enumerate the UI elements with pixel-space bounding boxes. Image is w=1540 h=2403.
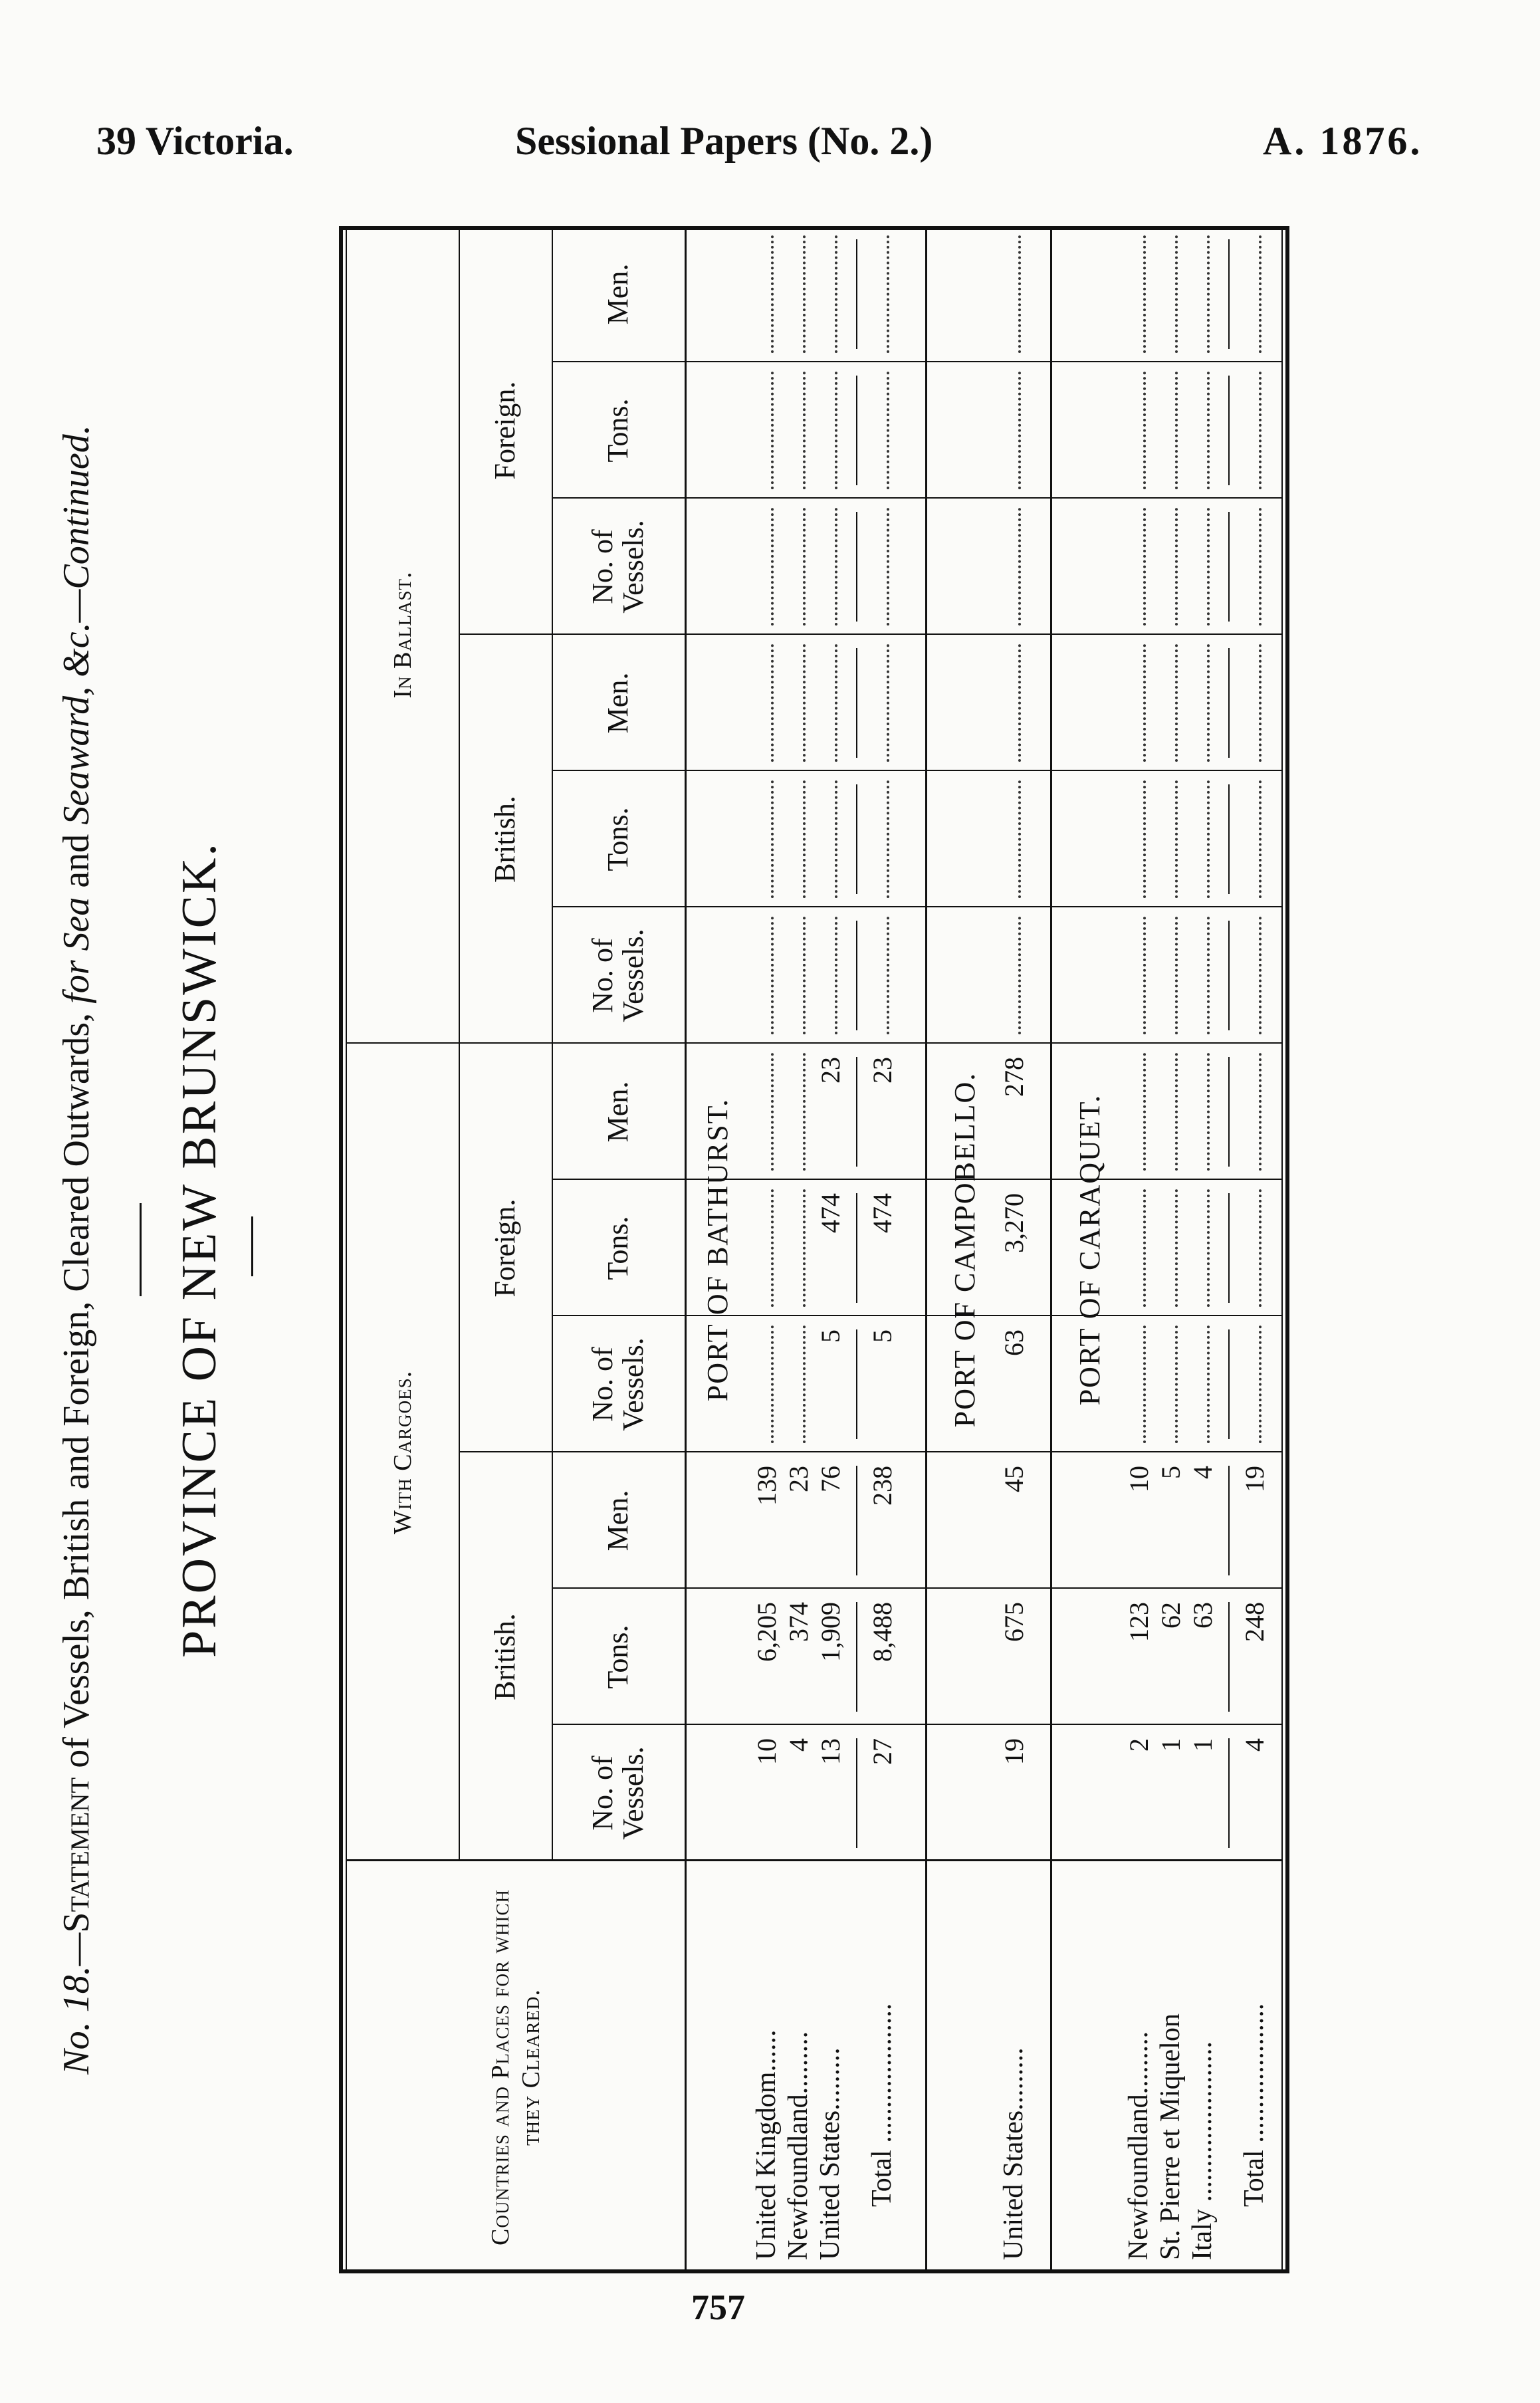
- men-header: Men.: [602, 263, 634, 325]
- country-name: Italy .......................: [1187, 2041, 1218, 2260]
- total-label: Total ....................: [867, 2003, 897, 2207]
- country-name: United Kingdom......: [751, 2029, 782, 2260]
- empty-leader: [771, 644, 774, 762]
- total-rule: [1228, 1738, 1230, 1848]
- total-f-vessels: 5: [867, 1329, 897, 1343]
- b-men-value: 76: [816, 1466, 845, 1492]
- total-rule: [1228, 1602, 1230, 1712]
- empty-leader: [1175, 780, 1178, 898]
- statement-text: of Vessels, British and Foreign, Cleared Outwards,: [56, 1003, 97, 1777]
- total-b-tons: 8,488: [867, 1602, 897, 1662]
- frame-top: [339, 226, 343, 2273]
- vessels-table: [339, 226, 1289, 2273]
- b-tons-value: 123: [1124, 1602, 1154, 1642]
- british-header: British.: [489, 1613, 521, 1700]
- empty-leader: [771, 1325, 774, 1443]
- empty-leader: [1207, 372, 1210, 489]
- empty-leader: [835, 780, 837, 898]
- empty-leader: [1175, 1053, 1178, 1171]
- total-b-vessels: 4: [1240, 1738, 1269, 1752]
- empty-leader: [1018, 780, 1021, 898]
- empty-leader: [1143, 372, 1146, 489]
- empty-leader: [803, 1053, 806, 1171]
- total-rule: [856, 921, 857, 1030]
- empty-leader: [1018, 644, 1021, 762]
- countries-header: Countries and Places for which they Cleared.: [487, 1889, 545, 2245]
- empty-leader: [771, 372, 774, 489]
- total-b-men: 238: [867, 1466, 897, 1506]
- empty-leader: [803, 644, 806, 762]
- f-tons-value: 474: [816, 1193, 845, 1233]
- empty-leader: [1018, 372, 1021, 489]
- total-rule: [1228, 239, 1230, 349]
- statement-title: [40, 226, 113, 2273]
- empty-leader: [1259, 917, 1262, 1034]
- tons-header: Tons.: [602, 1625, 634, 1689]
- b-tons-value: 374: [784, 1602, 814, 1642]
- b-vessels-value: 1: [1156, 1738, 1186, 1752]
- empty-leader: [771, 508, 774, 626]
- total-rule: [1228, 512, 1230, 622]
- empty-leader: [1259, 780, 1262, 898]
- empty-leader: [1207, 1325, 1210, 1443]
- province-title: PROVINCE OF NEW BRUNSWICK.: [172, 842, 227, 1658]
- total-b-vessels: 27: [867, 1738, 897, 1765]
- total-b-men: 19: [1240, 1466, 1269, 1492]
- header-bottom-rule: [685, 226, 687, 2273]
- empty-leader: [803, 508, 806, 626]
- statement-italic: for Sea: [56, 897, 97, 1004]
- total-b-tons: 248: [1240, 1602, 1269, 1642]
- empty-leader: [1207, 780, 1210, 898]
- empty-leader: [1143, 235, 1146, 353]
- b-men-value: 45: [999, 1466, 1029, 1492]
- no-vessels-header: No. of Vessels.: [586, 1337, 649, 1431]
- empty-leader: [1143, 508, 1146, 626]
- empty-leader: [1018, 235, 1021, 353]
- empty-leader: [887, 372, 889, 489]
- empty-leader: [887, 508, 889, 626]
- country-name: Newfoundland.........: [783, 2031, 814, 2260]
- empty-leader: [1259, 644, 1262, 762]
- total-rule: [856, 239, 857, 349]
- total-rule: [856, 512, 857, 622]
- empty-leader: [1207, 1053, 1210, 1171]
- rotated-page-content: [40, 226, 1303, 2273]
- tons-header: Tons.: [602, 807, 634, 871]
- empty-leader: [1143, 1189, 1146, 1307]
- men-header: Men.: [602, 672, 634, 734]
- country-name: Newfoundland.........: [1123, 2031, 1154, 2260]
- b-vessels-value: 1: [1188, 1738, 1218, 1752]
- port-separator-rule: [1050, 226, 1052, 2273]
- total-rule: [856, 1057, 857, 1167]
- statement-prefix: No. 18.—: [56, 1932, 97, 2075]
- tons-header: Tons.: [602, 1216, 634, 1280]
- country-name: United States.........: [815, 2047, 845, 2260]
- empty-leader: [1207, 508, 1210, 626]
- port-separator-rule: [925, 226, 927, 2273]
- b-tons-value: 62: [1156, 1602, 1186, 1629]
- country-name: St. Pierre et Miquelon: [1155, 2013, 1186, 2260]
- empty-leader: [1259, 1053, 1262, 1171]
- men-header: Men.: [602, 1490, 634, 1551]
- b-tons-value: 6,205: [752, 1602, 782, 1662]
- empty-leader: [1259, 372, 1262, 489]
- total-rule: [1228, 1466, 1230, 1575]
- empty-leader: [1207, 1189, 1210, 1307]
- empty-leader: [771, 780, 774, 898]
- empty-leader: [1207, 235, 1210, 353]
- empty-leader: [1143, 780, 1146, 898]
- b-vessels-value: 19: [999, 1738, 1029, 1765]
- empty-leader: [1175, 917, 1178, 1034]
- empty-leader: [887, 917, 889, 1034]
- total-rule: [856, 1329, 857, 1439]
- b-men-value: 10: [1124, 1466, 1154, 1492]
- empty-leader: [1259, 1189, 1262, 1307]
- b-men-value: 5: [1156, 1466, 1186, 1479]
- empty-leader: [803, 235, 806, 353]
- with-cargoes-header: With Cargoes.: [389, 1370, 417, 1535]
- british-header: British.: [489, 796, 521, 883]
- empty-leader: [1018, 917, 1021, 1034]
- total-rule: [1228, 1329, 1230, 1439]
- f-vessels-value: 63: [999, 1329, 1029, 1356]
- empty-leader: [1259, 1325, 1262, 1443]
- b-tons-value: 675: [999, 1602, 1029, 1642]
- b-men-value: 23: [784, 1466, 814, 1492]
- empty-leader: [1018, 508, 1021, 626]
- total-rule: [1228, 784, 1230, 894]
- empty-leader: [1259, 235, 1262, 353]
- empty-leader: [771, 235, 774, 353]
- men-header: Men.: [602, 1081, 634, 1143]
- empty-leader: [835, 917, 837, 1034]
- province-rule: [251, 1216, 253, 1276]
- empty-leader: [1175, 1325, 1178, 1443]
- b-vessels-value: 4: [784, 1738, 814, 1752]
- statement-mid: and: [56, 824, 97, 897]
- total-rule: [856, 376, 857, 485]
- statement-italic2: Seaward, &c.—Continued.: [56, 425, 97, 825]
- empty-leader: [803, 780, 806, 898]
- empty-leader: [771, 917, 774, 1034]
- b-men-value: 139: [752, 1466, 782, 1506]
- b-vessels-value: 13: [816, 1738, 845, 1765]
- total-rule: [856, 1193, 857, 1303]
- f-tons-value: 3,270: [999, 1193, 1029, 1253]
- empty-leader: [835, 644, 837, 762]
- empty-leader: [1143, 644, 1146, 762]
- empty-leader: [803, 1189, 806, 1307]
- empty-leader: [1175, 508, 1178, 626]
- empty-leader: [771, 1053, 774, 1171]
- total-rule: [1228, 1193, 1230, 1303]
- total-rule: [1228, 921, 1230, 1030]
- f-men-value: 278: [999, 1057, 1029, 1097]
- b-vessels-value: 10: [752, 1738, 782, 1765]
- total-f-men: 23: [867, 1057, 897, 1084]
- empty-leader: [1207, 644, 1210, 762]
- f-vessels-value: 5: [816, 1329, 845, 1343]
- port-name: PORT OF CARAQUET.: [1073, 1093, 1106, 1406]
- total-rule: [856, 784, 857, 894]
- frame-bottom: [1285, 226, 1289, 2273]
- empty-leader: [803, 372, 806, 489]
- empty-leader: [803, 917, 806, 1034]
- foreign-header: Foreign.: [489, 381, 521, 480]
- empty-leader: [835, 372, 837, 489]
- page-number: 757: [691, 2287, 745, 2327]
- empty-leader: [1175, 235, 1178, 353]
- country-name: United States.........: [998, 2047, 1029, 2260]
- total-rule: [856, 1602, 857, 1712]
- b-men-value: 4: [1188, 1466, 1218, 1479]
- in-ballast-header: In Ballast.: [389, 571, 417, 699]
- frame-left: [339, 2269, 1289, 2273]
- total-rule: [856, 1466, 857, 1575]
- port-name: PORT OF BATHURST.: [701, 1097, 734, 1402]
- header-center: Sessional Papers (No. 2.): [515, 119, 933, 163]
- b-vessels-value: 2: [1124, 1738, 1154, 1752]
- empty-leader: [771, 1189, 774, 1307]
- header-right: A. 1876.: [1263, 119, 1423, 163]
- empty-leader: [1175, 372, 1178, 489]
- total-rule: [856, 1738, 857, 1848]
- empty-leader: [1175, 644, 1178, 762]
- foreign-header: Foreign.: [489, 1199, 521, 1298]
- empty-leader: [1143, 917, 1146, 1034]
- total-f-tons: 474: [867, 1193, 897, 1233]
- no-vessels-header: No. of Vessels.: [586, 520, 649, 614]
- tons-header: Tons.: [602, 398, 634, 463]
- f-men-value: 23: [816, 1057, 845, 1084]
- empty-leader: [1175, 1189, 1178, 1307]
- frame-bottom-inner: [1281, 226, 1283, 2273]
- header-left: 39 Victoria.: [96, 119, 294, 163]
- total-label: Total ....................: [1239, 2003, 1269, 2207]
- empty-leader: [1143, 1325, 1146, 1443]
- no-vessels-header: No. of Vessels.: [586, 1746, 649, 1840]
- empty-leader: [835, 508, 837, 626]
- empty-leader: [1259, 508, 1262, 626]
- total-rule: [856, 648, 857, 758]
- empty-leader: [1143, 1053, 1146, 1171]
- b-tons-value: 63: [1188, 1602, 1218, 1629]
- total-rule: [1228, 376, 1230, 485]
- b-tons-value: 1,909: [816, 1602, 845, 1662]
- total-rule: [1228, 1057, 1230, 1167]
- empty-leader: [887, 235, 889, 353]
- empty-leader: [887, 644, 889, 762]
- no-vessels-header: No. of Vessels.: [586, 929, 649, 1022]
- empty-leader: [887, 780, 889, 898]
- port-name: PORT OF CAMPOBELLO.: [948, 1072, 981, 1428]
- statement-title-sc: Statement: [56, 1777, 97, 1933]
- empty-leader: [835, 235, 837, 353]
- empty-leader: [803, 1325, 806, 1443]
- title-rule: [140, 1203, 142, 1296]
- empty-leader: [1207, 917, 1210, 1034]
- total-rule: [1228, 648, 1230, 758]
